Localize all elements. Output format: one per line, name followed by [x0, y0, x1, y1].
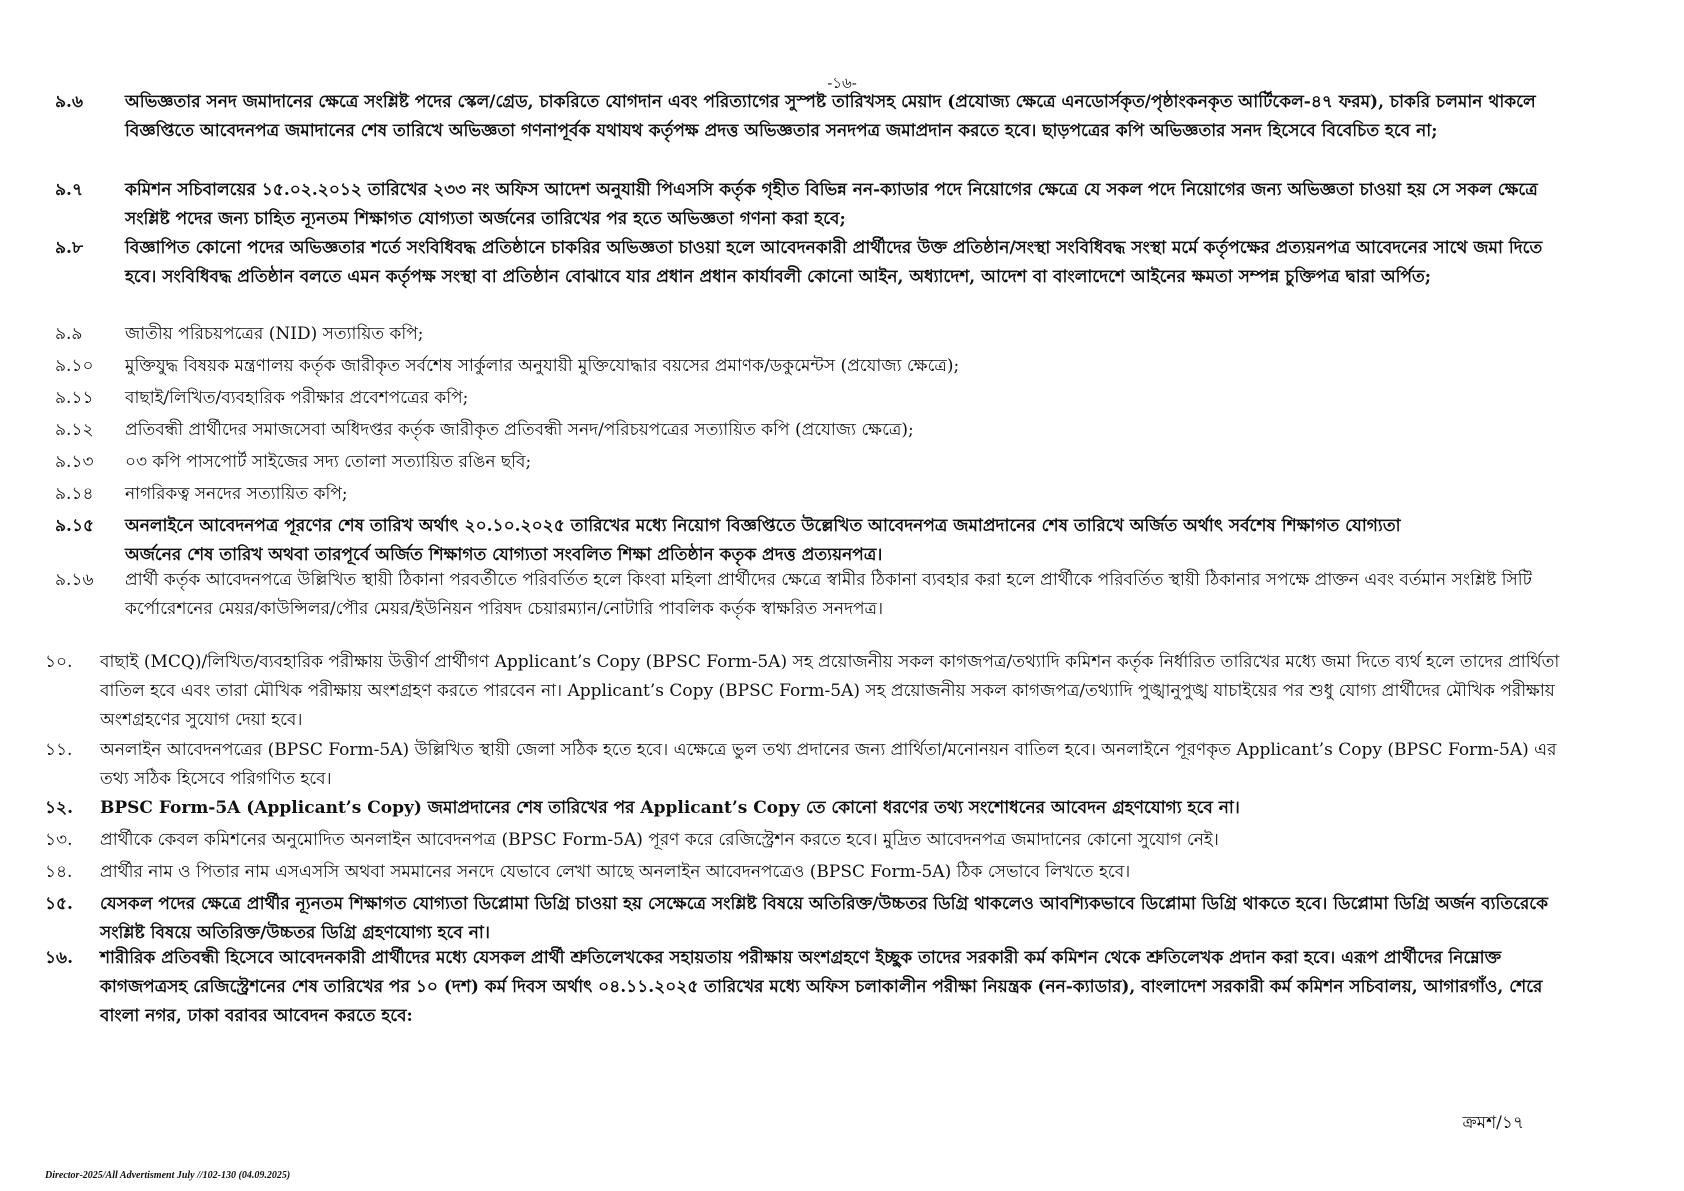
item-number: ৯.৯	[55, 324, 83, 344]
item-text: বাছাই/লিখিত/ব্যবহারিক পরীক্ষার প্রবেশপত্রের কপি;	[125, 388, 469, 408]
list-item	[45, 794, 1575, 823]
item-number: ১২.	[45, 798, 74, 818]
list-item	[55, 176, 1575, 234]
item-text: অভিজ্ঞতার সনদ জমাদানের ক্ষেত্রে সংশ্লিষ্ট পদের স্কেল/গ্রেড, চাকরিতে যোগদান এবং পরিত্যাগের সুস্পষ্ট তারিখসহ মেয়াদ (প্রযোজ্য ক্ষেত্রে এনডোর্সকৃত/পৃষ্ঠাংকনকৃত আর্টিকেল-৪৭ ফরম), চাকরি চলমান থাকলে বিজ্ঞপ্তিতে আবেদনপত্র জমাদানের শেষ তারিখে অভিজ্ঞতা গণনাপূর্বক যথাযথ কর্তৃপক্ষ প্রদত্ত অভিজ্ঞতার সনদপত্র জমাপ্রদান করতে হবে। ছাড়পত্রের কপি অভিজ্ঞতার সনদ হিসেবে বিবেচিত হবে না;	[125, 92, 1536, 141]
list-item	[45, 890, 1575, 948]
list-item	[55, 448, 1575, 477]
item-number: ৯.৬	[55, 92, 84, 112]
list-item	[45, 858, 1575, 887]
item-text: প্রতিবন্ধী প্রার্থীদের সমাজসেবা অধিদপ্তর কর্তৃক জারীকৃত প্রতিবন্ধী সনদ/পরিচয়পত্রের সত্যায়িত কপি (প্রযোজ্য ক্ষেত্রে);	[125, 420, 914, 440]
item-number: ৯.৮	[55, 238, 83, 258]
item-text: ০৩ কপি পাসপোর্ট সাইজের সদ্য তোলা সত্যায়িত রঙিন ছবি;	[125, 452, 532, 472]
item-text: প্রার্থীর নাম ও পিতার নাম এসএসসি অথবা সমমানের সনদে যেভাবে লেখা আছে অনলাইন আবেদনপত্রেও (BPSC Form-5A) ঠিক সেভাবে লিখতে হবে।	[100, 862, 1131, 882]
list-item	[55, 416, 1575, 445]
item-number: ১১.	[45, 740, 73, 760]
item-text: অনলাইন আবেদনপত্রের (BPSC Form-5A) উল্লিখিত স্থায়ী জেলা সঠিক হতে হবে। এক্ষেত্রে ভুল তথ্য প্রদানের জন্য প্রার্থিতা/মনোনয়ন বাতিল হবে। অনলাইনে পূরণকৃত Applicant’s Copy (BPSC Form-5A) এর তথ্য সঠিক হিসেবে পরিগণিত হবে।	[100, 740, 1557, 789]
item-number: ৯.১৪	[55, 484, 94, 504]
page-number: -১৬-	[827, 74, 857, 92]
list-item	[55, 352, 1575, 381]
item-text: BPSC Form-5A (Applicant’s Copy) জমাপ্রদানের শেষ তারিখের পর Applicant’s Copy তে কোনো ধরণের তথ্য সংশোধনের আবেদন গ্রহণযোগ্য হবে না।	[100, 798, 1240, 818]
list-item	[45, 826, 1575, 855]
item-text: নাগরিকত্ব সনদের সত্যায়িত কপি;	[125, 484, 348, 504]
item-text: প্রার্থী কর্তৃক আবেদনপত্রে উল্লিখিত স্থায়ী ঠিকানা পরবর্তীতে পরিবর্তিত হলে কিংবা মহিলা প্রার্থীদের ক্ষেত্রে স্বামীর ঠিকানা ব্যবহার করা হলে প্রার্থীকে পরিবর্তিত স্থায়ী ঠিকানার সপক্ষে প্রাক্তন এবং বর্তমান সংশ্লিষ্ট সিটি কর্পোরেশনের মেয়র/কাউন্সিলর/পৌর মেয়র/ইউনিয়ন পরিষদ চেয়ারম্যান/নোটারি পাবলিক কর্তৃক স্বাক্ষরিত সনদপত্র।	[125, 570, 1532, 619]
list-item	[45, 944, 1575, 1031]
item-number: ১৬.	[45, 948, 74, 968]
footer-reference: Director-2025/All Advertisment July //102-130 (04.09.2025)	[45, 1170, 291, 1181]
item-text: মুক্তিযুদ্ধ বিষয়ক মন্ত্রণালয় কর্তৃক জারীকৃত সর্বশেষ সার্কুলার অনুযায়ী মুক্তিযোদ্ধার বয়সের প্রমাণক/ডকুমেন্টস (প্রযোজ্য ক্ষেত্রে);	[125, 356, 960, 376]
list-item	[55, 234, 1575, 292]
list-item	[55, 512, 1435, 570]
item-number: ১৪.	[45, 862, 73, 882]
item-number: ১৫.	[45, 894, 73, 914]
item-text: যেসকল পদের ক্ষেত্রে প্রার্থীর ন্যূনতম শিক্ষাগত যোগ্যতা ডিপ্লোমা ডিগ্রি চাওয়া হয় সেক্ষেত্রে সংশ্লিষ্ট বিষয়ে অতিরিক্ত/উচ্চতর ডিগ্রি থাকলেও আবশ্যিকভাবে ডিপ্লোমা ডিগ্রি থাকতে হবে। ডিপ্লোমা ডিগ্রি অর্জন ব্যতিরেকে সংশ্লিষ্ট বিষয়ে অতিরিক্ত/উচ্চতর ডিগ্রি গ্রহণযোগ্য হবে না।	[100, 894, 1549, 943]
item-number: ৯.১১	[55, 388, 94, 408]
list-item	[55, 88, 1575, 146]
continued-marker: ক্রমশ/১৭	[1462, 1113, 1524, 1133]
item-text: প্রার্থীকে কেবল কমিশনের অনুমোদিত অনলাইন আবেদনপত্র (BPSC Form-5A) পূরণ করে রেজিস্ট্রেশন করতে হবে। মুদ্রিত আবেদনপত্র জমাদানের কোনো সুযোগ নেই।	[100, 830, 1219, 850]
item-text: অনলাইনে আবেদনপত্র পূরণের শেষ তারিখ অর্থাৎ ২০.১০.২০২৫ তারিখের মধ্যে নিয়োগ বিজ্ঞপ্তিতে উল্লেখিত আবেদনপত্র জমাপ্রদানের শেষ তারিখে অর্জিত অর্থাৎ সর্বশেষ শিক্ষাগত যোগ্যতা অর্জনের শেষ তারিখ অথবা তারপূর্বে অর্জিত শিক্ষাগত যোগ্যতা সংবলিত শিক্ষা প্রতিষ্ঠান কতৃক প্রদত্ত প্রত্যয়নপত্র।	[125, 516, 1401, 565]
item-number: ৯.১৬	[55, 570, 94, 590]
item-text: কমিশন সচিবালয়ের ১৫.০২.২০১২ তারিখের ২৩৩ নং অফিস আদেশ অনুযায়ী পিএসসি কর্তৃক গৃহীত বিভিন্ন নন-ক্যাডার পদে নিয়োগের ক্ষেত্রে যে সকল পদে নিয়োগের জন্য অভিজ্ঞতা চাওয়া হয় সে সকল ক্ষেত্রে সংশ্লিষ্ট পদের জন্য চাহিত ন্যূনতম শিক্ষাগত যোগ্যতা অর্জনের তারিখের পর হতে অভিজ্ঞতা গণনা করা হবে;	[125, 180, 1538, 229]
item-text: জাতীয় পরিচয়পত্রের (NID) সত্যায়িত কপি;	[125, 324, 424, 344]
item-text: বিজ্ঞাপিত কোনো পদের অভিজ্ঞতার শর্তে সংবিধিবদ্ধ প্রতিষ্ঠানে চাকরির অভিজ্ঞতা চাওয়া হলে আবেদনকারী প্রার্থীদের উক্ত প্রতিষ্ঠান/সংস্থা সংবিধিবদ্ধ সংস্থা মর্মে কর্তৃপক্ষের প্রত্যয়নপত্র আবেদনের সাথে জমা দিতে হবে। সংবিধিবদ্ধ প্রতিষ্ঠান বলতে এমন কর্তৃপক্ষ সংস্থা বা প্রতিষ্ঠান বোঝাবে যার প্রধান প্রধান কার্যাবলী কোনো আইন, অধ্যাদেশ, আদেশ বা বাংলাদেশে আইনের ক্ষমতা সম্পন্ন চুক্তিপত্র দ্বারা অর্পিত;	[125, 238, 1543, 287]
list-item	[55, 384, 1575, 413]
item-text: শারীরিক প্রতিবন্ধী হিসেবে আবেদনকারী প্রার্থীদের মধ্যে যেসকল প্রার্থী শ্রুতিলেখকের সহায়তায় পরীক্ষায় অংশগ্রহণে ইচ্ছুক তাদের সরকারী কর্ম কমিশন থেকে শ্রুতিলেখক প্রদান করা হবে। এরূপ প্রার্থীদের নিম্নোক্ত কাগজপত্রসহ রেজিস্ট্রেশনের শেষ তারিখের পর ১০ (দশ) কর্ম দিবস অর্থাৎ ০৪.১১.২০২৫ তারিখের মধ্যে অফিস চলাকালীন পরীক্ষা নিয়ন্ত্রক (নন-ক্যাডার), বাংলাদেশ সরকারী কর্ম কমিশন সচিবালয়, আগারগাঁও, শেরে বাংলা নগর, ঢাকা বরাবর আবেদন করতে হবে:	[100, 948, 1543, 1026]
item-number: ৯.১৩	[55, 452, 94, 472]
list-item	[55, 320, 1575, 349]
item-number: ১০.	[45, 652, 73, 672]
item-number: ৯.১২	[55, 420, 94, 440]
item-number: ৯.৭	[55, 180, 84, 200]
list-item	[45, 736, 1575, 794]
item-number: ১৩.	[45, 830, 73, 850]
item-number: ৯.১০	[55, 356, 94, 376]
list-item	[55, 566, 1575, 624]
item-number: ৯.১৫	[55, 516, 95, 536]
list-item	[55, 480, 1575, 509]
item-text: বাছাই (MCQ)/লিখিত/ব্যবহারিক পরীক্ষায় উত্তীর্ণ প্রার্থীগণ Applicant’s Copy (BPSC Form-5A) সহ প্রয়োজনীয় সকল কাগজপত্র/তথ্যাদি কমিশন কর্তৃক নির্ধারিত তারিখের মধ্যে জমা দিতে ব্যর্থ হলে তাদের প্রার্থিতা বাতিল হবে এবং তারা মৌখিক পরীক্ষায় অংশগ্রহণ করতে পারবেন না। Applicant’s Copy (BPSC Form-5A) সহ প্রয়োজনীয় সকল কাগজপত্র/তথ্যাদি পুঙ্খানুপুঙ্খ যাচাইয়ের পর শুধু যোগ্য প্রার্থীদের মৌখিক পরীক্ষায় অংশগ্রহণের সুযোগ দেয়া হবে।	[100, 652, 1560, 730]
list-item	[45, 648, 1575, 735]
